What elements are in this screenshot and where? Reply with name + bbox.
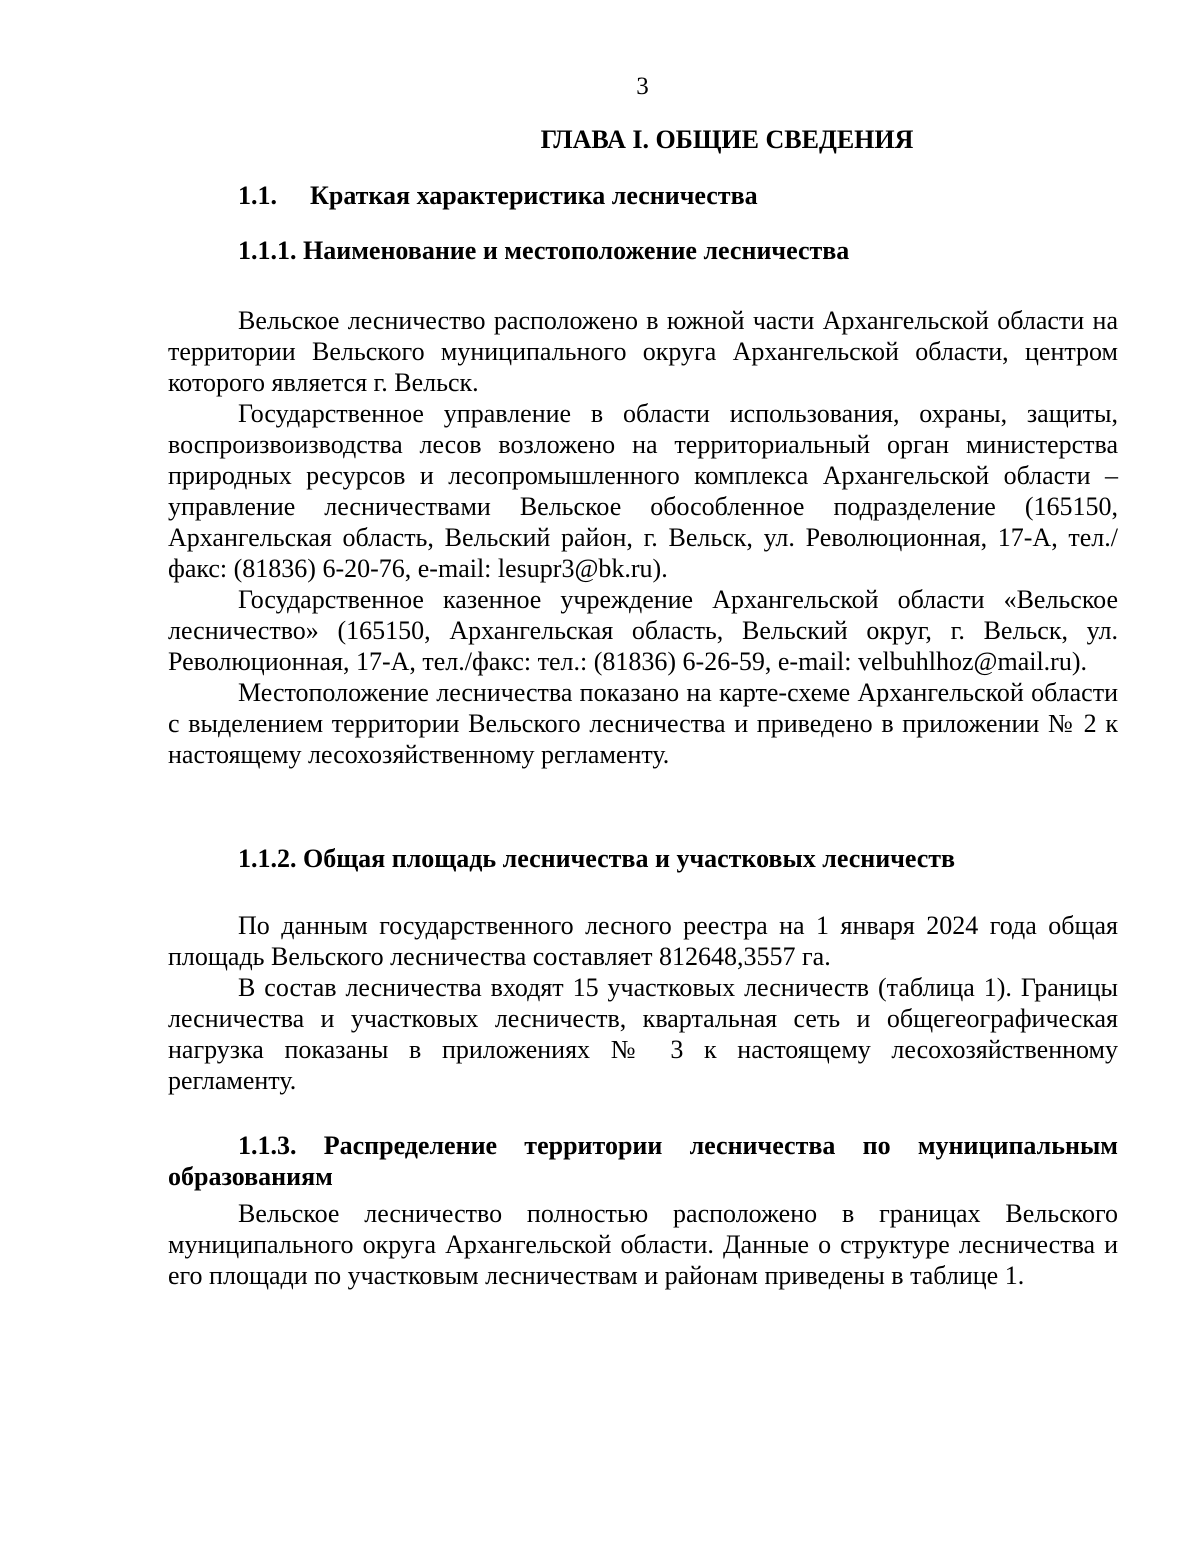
section-heading-1-1-1: 1.1.1. Наименование и местоположение лесничества	[238, 236, 850, 265]
paragraph-state-management: Государственное управление в области использования, охраны, защиты, воспроизвоизводства лесов возложено на территориальный орган министерства природных ресурсов и лесопромышленного комплекса Архангельской области – управление лесничествами Вельское обособленное подразделение (165150, Архангельская область, Вельский район, г. Вельск, ул. Революционная, 17-А, тел./факс: (81836) 6-20-76, e-mail: lesupr3@bk.ru).	[168, 399, 1118, 583]
section-body-1-1-2	[168, 910, 1118, 1096]
paragraph-composition: В состав лесничества входят 15 участковых лесничеств (таблица 1). Границы лесничества и участковых лесничеств, квартальная сеть и общегеографическая нагрузка показаны в приложениях № 3 к настоящему лесохозяйственному регламенту.	[168, 973, 1118, 1095]
paragraph-state-institution: Государственное казенное учреждение Архангельской области «Вельское лесничество» (165150, Архангельская область, Вельский округ, г. Вельск, ул. Революционная, 17-А, тел./факс: тел.: (81836) 6-26-59, e-mail: velbuhlhoz@mail.ru).	[168, 585, 1118, 676]
section-body-1-1-1	[168, 305, 1118, 770]
paragraph-total-area: По данным государственного лесного реестра на 1 января 2024 года общая площадь Вельского лесничества составляет 812648,3557 га.	[168, 911, 1118, 971]
section-body-1-1-3	[168, 1198, 1118, 1291]
paragraph-location: Вельское лесничество расположено в южной части Архангельской области на территории Вельского муниципального округа Архангельской области, центром которого является г. Вельск.	[168, 306, 1118, 397]
section-number: 1.1.	[238, 181, 277, 210]
section-heading-1-1	[238, 180, 758, 211]
paragraph-municipal-distribution: Вельское лесничество полностью расположено в границах Вельского муниципального округа Архангельской области. Данные о структуре лесничества и его площади по участковым лесничествам и районам приведены в таблице 1.	[168, 1199, 1118, 1290]
section-heading-1-1-2: 1.1.2. Общая площадь лесничества и участковых лесничеств	[238, 844, 956, 873]
section-title: Краткая характеристика лесничества	[310, 181, 758, 210]
chapter-title: ГЛАВА I. ОБЩИЕ СВЕДЕНИЯ	[540, 125, 914, 154]
section-heading-1-1-3: 1.1.3. Распределение территории лесничества по муниципальным образованиям	[168, 1131, 1118, 1191]
page-number: 3	[636, 73, 649, 100]
paragraph-map-reference: Местоположение лесничества показано на карте-схеме Архангельской области с выделением территории Вельского лесничества и приведено в приложении № 2 к настоящему лесохозяйственному регламенту.	[168, 678, 1118, 769]
